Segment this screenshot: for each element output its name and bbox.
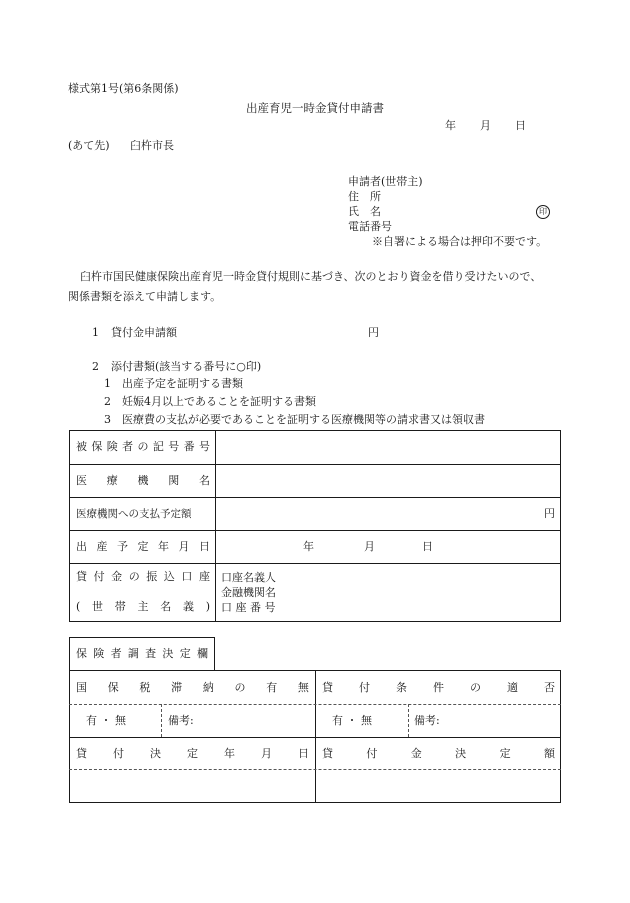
table-row-divider bbox=[69, 563, 561, 564]
attachment-item-num: 1 bbox=[104, 377, 111, 390]
page-title: 出産育児一時金貸付申請書 bbox=[246, 101, 384, 115]
loan-conditions-label: 貸 付 条 件 の 適 否 bbox=[322, 681, 555, 694]
conditions-remarks-label: 備考: bbox=[414, 714, 440, 727]
payment-amount-unit: 円 bbox=[544, 507, 555, 520]
review-title: 保 険 者 調 査 決 定 欄 bbox=[76, 647, 208, 660]
tax-remarks-label: 備考: bbox=[168, 714, 194, 727]
review-dashed-col bbox=[408, 704, 409, 737]
body-text-line2: 関係書類を添えて申請します。 bbox=[68, 290, 222, 303]
review-dashed-col bbox=[161, 704, 162, 737]
due-date-year: 年 bbox=[303, 540, 314, 553]
seal-note: ※自署による場合は押印不要です。 bbox=[372, 235, 548, 248]
bank-name-label: 金融機関名 bbox=[221, 586, 276, 599]
decision-date-label: 貸 付 決 定 年 月 日 bbox=[76, 747, 309, 760]
seal-mark: 印 bbox=[536, 205, 550, 219]
payment-amount-label: 医療機関への支払予定額 bbox=[76, 508, 192, 520]
account-holder-label: 口座名義人 bbox=[221, 571, 276, 584]
table-row-divider bbox=[69, 497, 561, 498]
table-column-divider bbox=[215, 430, 216, 622]
applicant-heading: 申請者(世帯主) bbox=[348, 175, 423, 188]
phone-label: 電話番号 bbox=[348, 220, 392, 233]
due-date-day: 日 bbox=[422, 540, 433, 553]
conditions-yes-no: 有 ・ 無 bbox=[332, 714, 372, 727]
account-number-label: 口 座 番 号 bbox=[221, 601, 276, 614]
attachment-item: 出産予定を証明する書類 bbox=[122, 377, 243, 390]
attachment-item: 妊娠4月以上であることを証明する書類 bbox=[122, 395, 316, 408]
name-label: 氏 名 bbox=[348, 205, 381, 218]
address-label: 住 所 bbox=[348, 190, 381, 203]
date-day-label: 日 bbox=[515, 119, 526, 132]
attachment-item: 医療費の支払が必要であることを証明する医療機関等の請求書又は領収書 bbox=[122, 413, 485, 426]
due-date-month: 月 bbox=[364, 540, 375, 553]
insured-number-label: 被 保 険 者 の 記 号 番 号 bbox=[76, 440, 210, 453]
table-row-divider bbox=[69, 464, 561, 465]
tax-yes-no: 有 ・ 無 bbox=[86, 714, 126, 727]
table-frame bbox=[69, 430, 561, 622]
item1-number: 1 bbox=[92, 326, 99, 339]
review-dashed-row bbox=[69, 704, 561, 705]
attachment-item-num: 3 bbox=[104, 413, 111, 426]
bank-account-label: 貸 付 金 の 振 込 口 座 bbox=[76, 570, 210, 583]
addressee: 臼杵市長 bbox=[130, 139, 174, 152]
item2-number: 2 bbox=[92, 360, 99, 373]
loan-amount-unit: 円 bbox=[368, 326, 379, 339]
form-number: 様式第1号(第6条関係) bbox=[68, 82, 179, 95]
review-row-divider bbox=[69, 737, 561, 738]
date-month-label: 月 bbox=[480, 119, 491, 132]
loan-amount-label: 貸付金申請額 bbox=[111, 326, 177, 339]
account-holder-note: ( 世 帯 主 名 義 ) bbox=[76, 600, 210, 613]
review-dashed-row bbox=[69, 769, 561, 770]
medical-institution-label: 医 療 機 関 名 bbox=[76, 474, 210, 487]
attachment-item-num: 2 bbox=[104, 395, 111, 408]
decision-amount-label: 貸 付 金 決 定 額 bbox=[322, 747, 555, 760]
addressee-label: (あて先) bbox=[68, 139, 110, 152]
table-row-divider bbox=[69, 530, 561, 531]
date-year-label: 年 bbox=[445, 119, 456, 132]
attachments-label: 添付書類(該当する番号に○印) bbox=[111, 360, 262, 373]
tax-arrears-label: 国 保 税 滞 納 の 有 無 bbox=[76, 681, 309, 694]
due-date-label: 出 産 予 定 年 月 日 bbox=[76, 540, 210, 553]
body-text-line1: 臼杵市国民健康保険出産育児一時金貸付規則に基づき、次のとおり資金を借り受けたいので、 bbox=[80, 270, 542, 283]
